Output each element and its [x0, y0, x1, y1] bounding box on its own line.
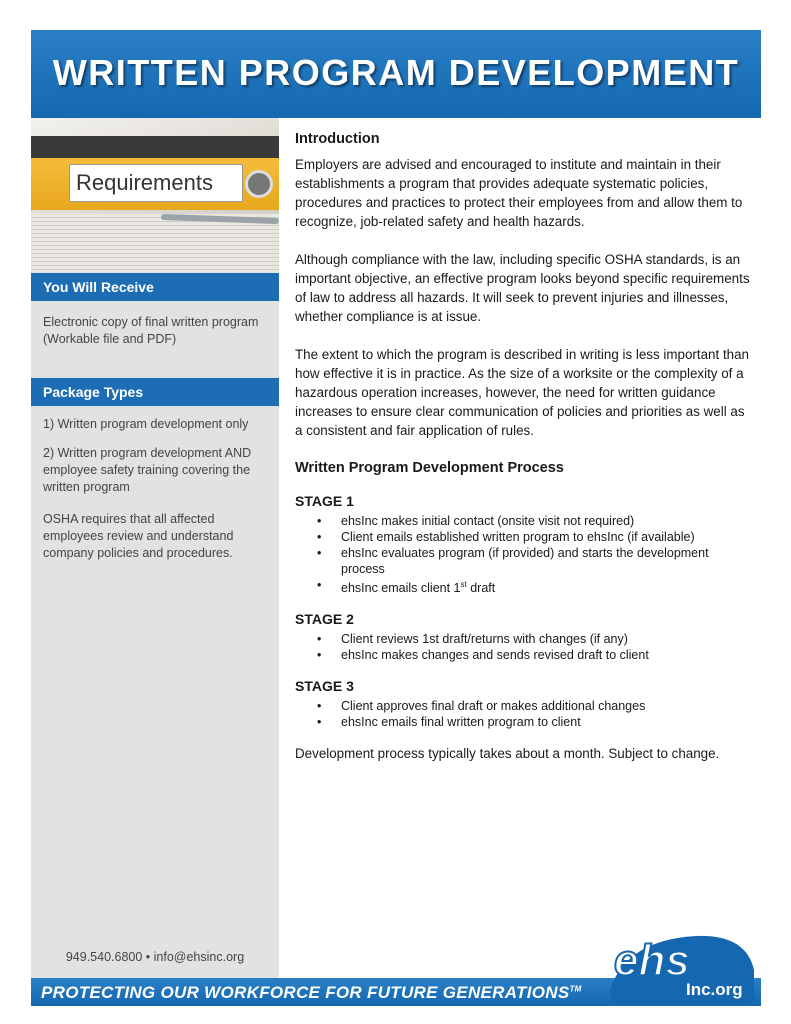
- introduction-heading: Introduction: [295, 131, 380, 147]
- process-heading: Written Program Development Process: [295, 460, 564, 476]
- list-item: • ehsInc emails final written program to client: [295, 714, 755, 730]
- intro-paragraph-1: Employers are advised and encouraged to institute and maintain in their establishments a program that provides adequate systematic policies, procedures and practices to protect their employees from and allow them to recognize, job-related safety and health hazards.: [295, 157, 743, 229]
- list-item: • Client approves final draft or makes additional changes: [295, 698, 755, 714]
- trademark-mark: TM: [569, 984, 582, 994]
- contact-info: 949.540.6800 • info@ehsinc.org: [65, 950, 245, 964]
- stage-2-title: STAGE 2: [295, 611, 354, 628]
- sidebar: [31, 118, 279, 978]
- binder-label: Requirements: [76, 170, 213, 195]
- list-item: • Client reviews 1st draft/returns with changes (if any): [295, 631, 755, 647]
- osha-requirement-note: OSHA requires that all affected employees review and understand company policies and procedures.: [43, 512, 234, 560]
- binder-spine-top: [31, 136, 279, 158]
- binder-ring-icon: [245, 170, 273, 198]
- closing-note: Development process typically takes about a month. Subject to change.: [295, 746, 720, 762]
- logo-inc-text: Inc.org: [686, 980, 743, 999]
- binder-label-card: [69, 164, 243, 202]
- intro-paragraph-2: Although compliance with the law, including specific OSHA standards, is an important objective, an effective program looks beyond specific requirements of law to address all hazards. It will seek to prevent injuries and illnesses, whether compliance is at issue.: [295, 252, 750, 324]
- footer-tagline: [41, 983, 582, 1003]
- intro-paragraph-3: The extent to which the program is described in writing is less important than how effective it is in practice. As the size of a worksite or the complexity of a hazardous operation increases, however, the need for written guidance increases to ensure clear communication of policies and priorities as well as a consistent and fair application of rules.: [295, 347, 750, 438]
- list-item: • ehsInc evaluates program (if provided) and starts the development process: [295, 545, 755, 577]
- ehs-logo: [606, 930, 756, 1004]
- list-item: • Client emails established written program to ehsInc (if available): [295, 529, 755, 545]
- you-will-receive-text: Electronic copy of final written program (Workable file and PDF): [43, 315, 259, 346]
- stage-1-title: STAGE 1: [295, 493, 354, 509]
- package-types-heading-text: Package Types: [43, 384, 144, 400]
- package-types-heading: [31, 378, 279, 406]
- requirements-binder-photo: [31, 118, 279, 272]
- stage-3-title: STAGE 3: [295, 678, 354, 695]
- stage-2-list: [295, 631, 755, 663]
- page-title: WRITTEN PROGRAM DEVELOPMENT: [52, 52, 740, 93]
- ordinal-suffix: st: [460, 580, 467, 589]
- package-type-2: 2) Written program development AND employee safety training covering the written program: [43, 446, 252, 494]
- package-type-1: 1) Written program development only: [43, 417, 249, 431]
- main-content: [295, 130, 755, 763]
- logo-ehs-text: ehs: [614, 936, 690, 985]
- you-will-receive-heading-text: You Will Receive: [43, 279, 154, 295]
- footer-tagline-text: PROTECTING OUR WORKFORCE FOR FUTURE GENERATIONS: [41, 983, 570, 1002]
- header-banner: [31, 30, 761, 118]
- stage-3-list: [295, 698, 755, 730]
- list-item: • ehsInc makes changes and sends revised draft to client: [295, 647, 755, 663]
- list-item: [295, 577, 755, 596]
- you-will-receive-heading: [31, 273, 279, 301]
- list-item-text: ehsInc emails client 1: [341, 581, 461, 596]
- list-item-text-end: draft: [466, 581, 496, 596]
- list-item: • ehsInc makes initial contact (onsite visit not required): [295, 513, 755, 529]
- stage-1-list: [295, 513, 755, 596]
